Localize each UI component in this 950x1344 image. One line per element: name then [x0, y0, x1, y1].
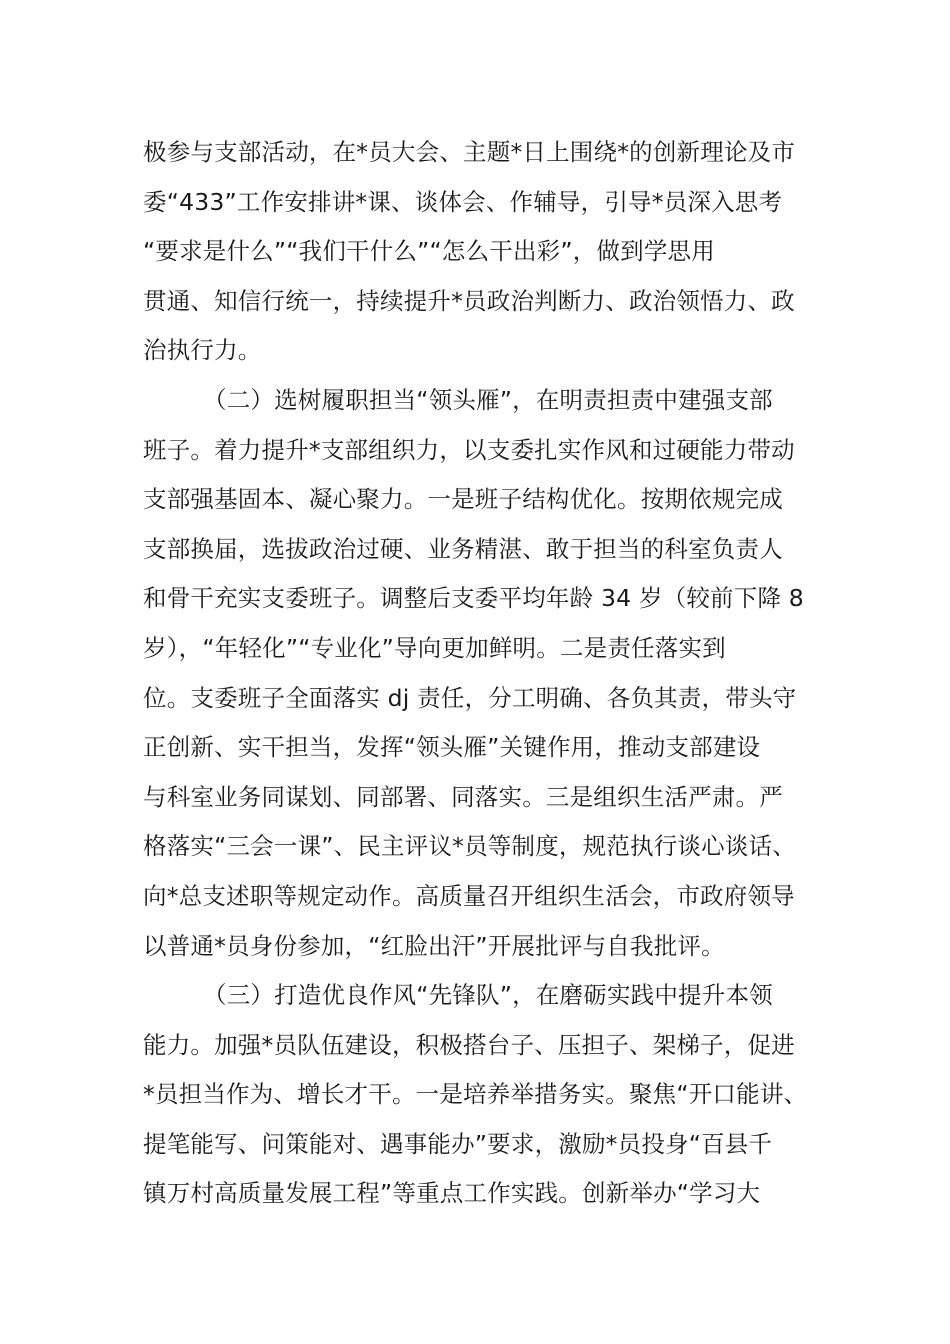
- text-line: “要求是什么”“我们干什么”“怎么干出彩”，做到学思用: [143, 237, 715, 266]
- text-line: *员担当作为、增长才干。一是培养举措务实。聚焦“开口能讲、: [143, 1080, 808, 1109]
- text-line: 治执行力。: [143, 336, 262, 365]
- text-line: 位。支委班子全面落实 dj 责任，分工明确、各负其责，带头守: [143, 683, 797, 712]
- text-line: 正创新、实干担当，发挥“领头雁”关键作用，推动支部建设: [143, 733, 761, 762]
- text-line: 镇万村高质量发展工程”等重点工作实践。创新举办“学习大: [143, 1179, 761, 1208]
- text-line: 与科室业务同谋划、同部署、同落实。三是组织生活严肃。严: [143, 782, 783, 811]
- text-line: 以普通*员身份参加，“红脸出汗”开展批评与自我批评。: [143, 931, 725, 960]
- text-line: 极参与支部活动，在*员大会、主题*日上围绕*的创新理论及市: [143, 138, 796, 166]
- text-line: 委“433”工作安排讲*课、谈体会、作辅导，引导*员深入思考: [143, 187, 783, 216]
- text-line: 和骨干充实支委班子。调整后支委平均年龄 34 岁（较前下降 8: [143, 584, 804, 613]
- text-line: 贯通、知信行统一，持续提升*员政治判断力、政治领悟力、政: [143, 286, 795, 315]
- section-heading-line: （二）选树履职担当“领头雁”，在明责担责中建强支部: [203, 385, 773, 414]
- text-line: 支部换届，选拔政治过硬、业务精湛、敢于担当的科室负责人: [143, 534, 783, 563]
- text-line: 向*总支述职等规定动作。高质量召开组织生活会，市政府领导: [143, 881, 795, 910]
- text-line: 格落实“三会一课”、民主评议*员等制度，规范执行谈心谈话、: [143, 832, 796, 861]
- section-heading-line: （三）打造优良作风“先锋队”，在磨砺实践中提升本领: [203, 981, 773, 1010]
- text-line: 岁），“年轻化”“专业化”导向更加鲜明。二是责任落实到: [143, 633, 726, 662]
- body-text: [143, 128, 823, 1219]
- text-line: 提笔能写、问策能对、遇事能办”要求，激励*员投身“百县千: [143, 1129, 773, 1158]
- text-line: 班子。着力提升*支部组织力，以支委扎实作风和过硬能力带动: [143, 435, 795, 464]
- text-line: 支部强基固本、凝心聚力。一是班子结构优化。按期依规完成: [143, 485, 783, 514]
- text-line: 能力。加强*员队伍建设，积极搭台子、压担子、架梯子，促进: [143, 1030, 795, 1059]
